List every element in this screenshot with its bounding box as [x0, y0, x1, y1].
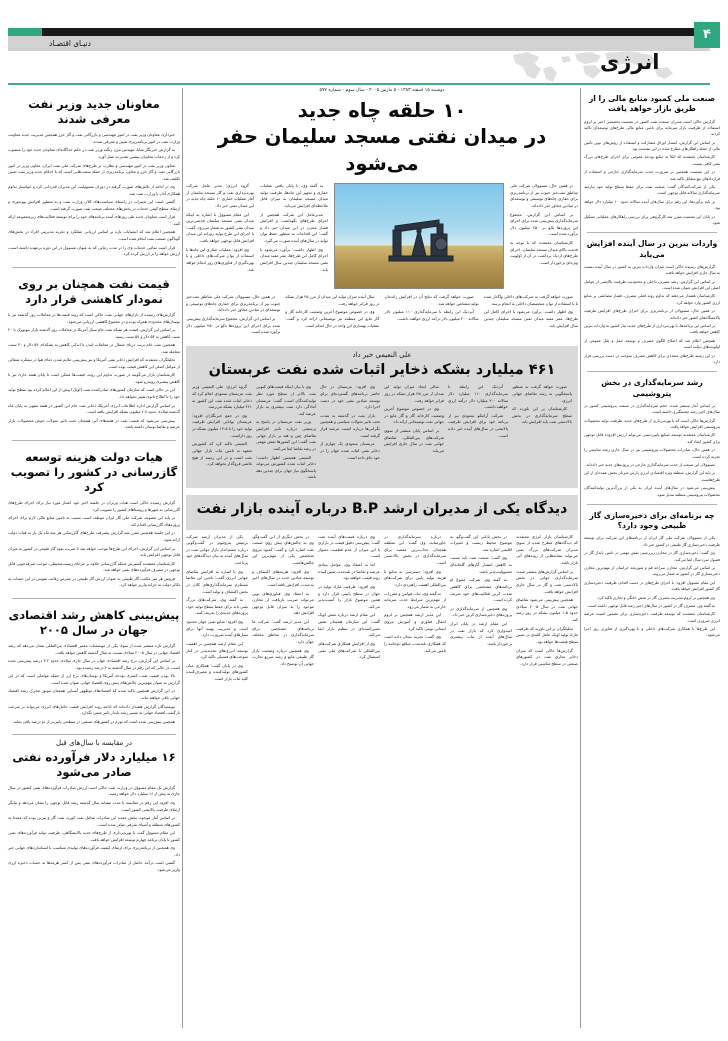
story-main-lower [186, 294, 578, 338]
article-right-1 [584, 94, 720, 226]
story-main-grid [186, 183, 578, 289]
article-left-3 [8, 450, 180, 591]
headline-line-2: در میدان نفتی مسجد سلیمان حفر می‌شود [217, 124, 547, 176]
article-body: یکی از مسوولان شرکت ملی گاز ایران از برنامه‌های این شرکت برای توسعه ظرفیت ذخیره‌سازی گاز طبیعی در کشور خبر داد. وی گفت: ذخیره‌سازی گاز در مخازن زیرزمینی نقش مهمی در تامین پایدار گاز در فصول سرد سال ایفا می‌کند. بر اساس این گزارش، مخازن سراجه قم و شوریجه خراسان از مهم‌ترین مخازن ذخیره‌سازی گاز در کشور به شمار می‌روند. این مقام مسوول افزود: با اجرای طرح‌های در دست اقدام، ظرفیت ذخیره‌سازی گاز کشور افزایش خواهد یافت. وی همچنین بر لزوم مدیریت مصرف گاز در بخش خانگی و تجاری تاکید کرد. به گفته وی، مصرف گاز در کشور در سال‌های اخیر رشد قابل توجهی داشته است. کارشناسان معتقدند که توسعه ظرفیت ذخیره‌سازی برای تضمین امنیت عرضه انرژی ضروری است. این طرح‌ها با همکاری شرکت‌های داخلی و با بهره‌گیری از فناوری روز اجرا می‌شود. [584, 535, 720, 638]
article-body: گزارش‌های رسیده حاکی است میزان واردات بنزین به کشور در سال آینده نسبت به سال جاری افزایش خواهد یافت. بر اساس این گزارش، رشد مصرف داخلی و محدودیت ظرفیت پالایشی از عوامل اصلی این افزایش عنوان شده است. کارشناسان هشدار می‌دهند که تداوم روند فعلی مصرف، فشار مضاعفی بر منابع ارزی کشور وارد خواهد کرد. در همین حال، مسوولان از برنامه‌ریزی برای اجرای طرح‌های افزایش ظرفیت پالایشگاه‌های کشور خبر داده‌اند. بر اساس این برنامه‌ها، با بهره‌برداری از طرح‌های جدید، نیاز کشور به واردات بنزین کاهش خواهد یافت. همچنین اعلام شد که اصلاح الگوی مصرف و توسعه حمل و نقل عمومی از اولویت‌های دولت است. در این زمینه طرح‌های متعددی برای کاهش مصرف سوخت در دست بررسی قرار دارد. [584, 263, 720, 364]
story-bp-col-6: کارشناسان بازار انرژی معتقدند که دیدگاه‌های مطرح شده از سوی مدیران شرکت‌های بزرگ نفتی می‌تواند نشانه‌هایی از روندهای آتی بازار باشد. بر اساس گزارش‌های منتشر شده، سرمایه‌گذاری جهانی در بخش بالادستی نفت و گاز در سال جاری افزایش خواهد یافت. همچنین پیش‌بینی می‌شود تقاضای جهانی نفت در سال ۲۰۰۵ میلادی حدود ۱.۵ میلیون بشکه در روز رشد کند. تحلیلگران بر این باورند که ظرفیت مازاد تولید اوپک عامل کلیدی در تعیین سطح قیمت‌ها خواهد بود. گزارش‌ها حاکی است که میزان ذخایر تجاری نفت در کشورهای صنعتی در سطح مناسبی قرار دارد. [516, 533, 578, 666]
story-main-col-1: گروه انرژی: مدیر عامل شرکت بهره‌برداری نفت و گاز مسجد سلیمان از آغاز عملیات حفاری ۱۰ حلقه چاه جدید در این میدان نفتی خبر داد. این مقام مسوول با اشاره به اینکه میدان نفتی مسجد سلیمان قدیمی‌ترین میدان نفتی کشور به شمار می‌رود، گفت: با اجرای این طرح تولید روزانه این میدان افزایش قابل توجهی خواهد یافت. وی افزود: عملیات حفاری این چاه‌ها با استفاده از توان شرکت‌های داخلی و با بهره‌گیری از فناوری‌های روز انجام خواهد شد. [186, 183, 254, 272]
column-rule-left [182, 88, 183, 1028]
center-column [186, 88, 578, 685]
story-saudi [186, 346, 578, 488]
headline: چه برنامه‌ای برای ذخیره‌سازی گاز طبیعی وجود دارد؟ [589, 510, 715, 531]
story-bp-col-1: یکی از مدیران ارشد شرکت بریتیش پترولیوم در گفت‌وگویی درباره چشم‌انداز بازار جهانی نفت در سال‌های آینده به بیان دیدگاه‌های خود پرداخت. وی با اشاره به افزایش تقاضای جهانی انرژی گفت: تامین این تقاضا مستلزم سرمایه‌گذاری‌های کلان در بخش اکتشاف و تولید است. به گفته وی، شرکت‌های بزرگ نفتی باید برای حفظ سطح تولید خود، پروژه‌های جدیدی را تعریف کنند. وی افزود: منابع نفتی جهان محدود است و مدیریت بهینه آنها برای نسل‌های آینده ضرورت دارد. این مقام ارشد همچنین بر اهمیت توسعه انرژی‌های تجدیدپذیر در کنار سوخت‌های فسیلی تاکید کرد. وی در پایان گفت: همکاری میان کشورهای تولیدکننده و مصرف‌کننده کلید ثبات بازار است. [186, 533, 248, 682]
headline: صنعت ملی کمبود منابع مالی را از طریق بازار خواهد یافت [588, 94, 716, 114]
article-left-4 [8, 608, 180, 727]
divider [12, 598, 176, 599]
story-saudi-col-2: وی با بیان اینکه قیمت‌های کنونی نفت بالاتر از سطح مورد نظر تولیدکنندگان است، گفت: عربستان آمادگی دارد نفت بیشتری به بازار عرضه کند. وزیر نفت عربستان در پاسخ به پرسشی درباره تاثیر افزایش تقاضای چین و هند بر بازار جهانی نفت گفت: این کشورها نقش مهمی در رشد تقاضا ایفا می‌کنند. النعیمی همچنین اظهار داشت: ذخایر اثبات شده کشورش می‌تواند پاسخگوی نیاز جهان برای چندین دهه باشد. [256, 384, 316, 480]
article-body: گزارش تازه منتشر شده از سوی یکی از موسسات معتبر اقتصادی بین‌المللی نشان می‌دهد که رشد اقتصاد جهانی در سال ۲۰۰۵ میلادی نسبت به سال گذشته کاهش خواهد یافت. بر اساس این گزارش، نرخ رشد اقتصادی جهان در سال جاری میلادی حدود ۳.۲ درصد پیش‌بینی شده است، در حالی که این رقم در سال گذشته به ۴ درصد رسیده بود. بالا بودن قیمت نفت، کسری بودجه آمریکا و نوسان‌های نرخ ارز از جمله عواملی است که در این گزارش به عنوان مهم‌ترین چالش‌های پیش روی اقتصاد جهانی عنوان شده است. در این گزارش همچنین تاکید شده که اقتصادهای نوظهور آسیایی همچنان موتور محرک رشد اقتصاد جهانی باقی خواهند ماند. نویسندگان گزارش هشدار داده‌اند که ادامه روند افزایش قیمت حامل‌های انرژی می‌تواند بر سرعت بازگشت اقتصاد جهانی به مسیر رشد پایدار تاثیر منفی بگذارد. همچنین پیش‌بینی شده است که تورم در کشورهای صنعتی در سطحی پایین‌تر از دو درصد باقی بماند. [8, 643, 180, 724]
masthead [0, 0, 728, 78]
story-bp-col-2: در بخش دیگری از این گفت‌وگو، وی به چالش‌های پیش روی صنعت نفت اشاره کرد و گفت: کمبود نیروی متخصص یکی از مهم‌ترین این چالش‌هاست. وی افزود: هزینه‌های اکتشاف و توسعه میادین جدید در سال‌های اخیر به شدت افزایش یافته است. به اعتقاد وی، فناوری‌های نوین می‌تواند ضریب بازیافت از مخازن موجود را به میزان قابل توجهی افزایش دهد. این مدیر ارشد گفت: شرکت ما برنامه‌های مشخصی برای سرمایه‌گذاری در مناطق مختلف جهان دارد. وی همچنین درباره وضعیت بازار گاز طبیعی مایع و رشد سریع تجارت جهانی آن توضیح داد. [252, 533, 314, 666]
page-number-badge: ۴ [694, 22, 720, 48]
article-left-1 [8, 97, 180, 260]
story-main-col-3: در همین حال، مسوولان شرکت ملی مناطق نفت‌خیز جنوب نیز از برنامه‌ریزی برای حفاری چاه‌های توصیفی و توسعه‌ای در میادین مجاور خبر داده‌اند. بر اساس این گزارش، مجموع سرمایه‌گذاری پیش‌بینی شده برای اجرای این پروژه‌ها بالغ بر ۲۵۰ میلیون دلار برآورد شده است. کارشناسان معتقدند که با توجه به قدمت بالای میدان مسجد سلیمان، اجرای طرح‌های ازدیاد برداشت در آن از اولویت ویژه‌ای برخوردار است. [510, 183, 578, 265]
left-column [8, 88, 180, 875]
article-right-4 [584, 511, 720, 639]
headline: دیدگاه یکی از مدیران ارشد B.P درباره آینده بازار نفت [196, 501, 568, 518]
right-column [584, 88, 720, 641]
story-bp [186, 495, 578, 529]
dateline: دوشنبه ۱۵ اسفند ۱۳۸۳ - ۵ مارس ۲۰۰۵ - سال سوم - شماره ۵۷۷ [319, 88, 445, 93]
story-bp-col-4: درباره سرمایه‌گذاری در خاورمیانه، وی گفت: این منطقه همچنان جذاب‌ترین مقصد برای سرمایه‌گذاری در بخش بالادستی است. وی افزود: دسترسی به منابع با هزینه تولید پایین برای شرکت‌های بین‌المللی اهمیت راهبردی دارد. به گفته وی، ثبات قوانین و مقررات از مهم‌ترین شرایط جذب سرمایه خارجی به شمار می‌رود. این مدیر ارشد همچنین بر لزوم انتقال فناوری و آموزش نیروی انسانی بومی تاکید کرد. وی گفت: تجربه نشان داده است که همکاری بلندمدت منافع دوجانبه را تامین می‌کند. [384, 533, 446, 653]
story-saudi-col-6: صورت خواهد گرفت به منظور پاسخگویی به رشد تقاضای جهانی انرژی. کارشناسان بر این باورند که سطح سرمایه‌گذاری در بخش بالادستی نفت باید افزایش یابد. [512, 384, 572, 425]
story-main-lower-col-3: صورت خواهد گرفت که نتایج آن در افزایش راندمان تولید مشخص خواهد شد. آنزدیک این رابطه با سرمایه‌گذاری ۱۱۰ میلیون دلار سالانه ۲۰۰ میلیون دلار درآمد ارزی خواهند داشت. [384, 294, 479, 321]
pumpjack-icon [381, 214, 467, 262]
article-right-3 [584, 378, 720, 498]
article-body: گزارش‌های رسیده از بازارهای جهانی نفت حاکی است که روند قیمت‌ها در معاملات روز گذشته نیز با نوسان‌های محدودی همراه بوده و در مجموع کاهشی ارزیابی می‌شود. بر اساس این گزارش، قیمت هر بشکه نفت خام سبک آمریکا در معاملات روز گذشته بازار نیویورک با ۲۰ سنت کاهش به ۵۳ دلار و ۵۷ سنت رسید. همچنین نفت خام برنت دریای شمال در معاملات لندن با اندکی کاهش به بشکه‌ای ۵۲ دلار و ۳۰ سنت معامله شد. تحلیلگران معتقدند که افزایش ذخایر نفتی آمریکا و نیز پیش‌بینی ملایم شدن دمای هوا در نیمکره شمالی از عوامل اصلی این کاهش قیمت بوده است. کارشناسان بازار می‌گویند در صورت تداوم این روند، قیمت‌ها ممکن است تا پایان هفته جاری نیز با کاهش بیشتری روبه‌رو شود. این در حالی است که سازمان کشورهای صادرکننده نفت (اوپک) پیش از این اعلام کرده بود سطح تولید خود را تا اطلاع ثانوی تغییر نخواهد داد. بر اساس گزارش اداره اطلاعات انرژی آمریکا، ذخایر نفت خام این کشور در هفته منتهی به پایان ماه گذشته میلادی حدود ۲.۷ میلیون بشکه افزایش یافته است. پیش‌بینی می‌شود که قیمت نفت در هفته‌های آتی همچنان تحت تاثیر تحولات خوش محصولات بازار عرضه و تقاضا نوسان داشته باشد. [8, 311, 180, 430]
article-right-2 [584, 239, 720, 365]
headline: پیش‌بینی کاهش رشد اقتصادی جهان در سال ۲۰۰۵ [8, 607, 180, 637]
story-bp-col-3: وی درباره قیمت‌های آینده نفت گفت: پیش‌بینی دقیق قیمت در بازاری با این میزان از عدم قطعیت دشوار است. اما به اعتقاد وی، عوامل بنیادی عرضه و تقاضا در بلندمدت تعیین‌کننده روند قیمت خواهند بود. وی افزود: ظرفیت مازاد تولید در جهان در سطح پایینی قرار دارد و همین موضوع بازار را آسیب‌پذیر می‌کند. این مقام ارشد درباره نقش اوپک گفت: این سازمان همچنان نقش تعیین‌کننده‌ای در تنظیم بازار ایفا می‌کند. وی از افزایش همکاری شرکت‌های بین‌المللی با شرکت‌های ملی نفتی استقبال کرد. [318, 533, 380, 660]
story-bp-grid [186, 534, 578, 685]
divider [12, 267, 176, 268]
paper-name: دنیـای اقتصـاد [49, 39, 91, 48]
story-main-col-2: به گفته وی، با پایان یافتن عملیات حفاری و تجهیز این چاه‌ها، ظرفیت تولید میدان مسجد سلیمان به میزان قابل ملاحظه‌ای افزایش می‌یابد. مدیرعامل این شرکت همچنین از اجرای طرح‌های نگهداشت و افزایش فشار مخزن در این میدان خبر داد و گفت: این اقدامات به منظور حفظ توان تولید در سال‌های آینده صورت می‌گیرد. وی اظهار داشت: برآورد می‌شود با اجرای کامل این طرح‌ها، عمر مفید میدان نفتی مسجد سلیمان چندین سال افزایش یابد. [260, 183, 328, 272]
headline: رشد سرمایه‌گذاری در بخش پتروشیمی [601, 378, 703, 398]
divider [12, 734, 176, 735]
story-bp-col-5: در بخش پایانی این گفت‌وگو، به موضوع محیط زیست و تغییرات اقلیمی اشاره شد. وی گفت: صنعت نفت باید نسبت به کاهش انتشار گازهای گلخانه‌ای مسوولیت‌پذیر باشد. به گفته وی، شرکت متبوع او برنامه‌های مشخصی برای کاهش شدت کربن فعالیت‌های خود تعریف کرده است. وی همچنین از سرمایه‌گذاری در پروژه‌های ذخیره‌سازی کربن خبر داد. این مقام ارشد در پایان ابراز امیدواری کرد که بازار نفت در سال‌های آینده از ثبات بیشتری برخوردار باشد. [450, 533, 512, 646]
kicker: در مقایسه با سال‌های قبل [56, 739, 132, 748]
story-saudi-col-5: آنزدیک این رابطه با سرمایه‌گذاری ۱۱۰ میلیارد دلار سالانه ۲۰۰ میلیارد دلار درآمد ارزی خواهند داشت. شرکت آرامکو سعودی نیز از برنامه خود برای افزایش ظرفیت پالایشی در سال‌های آینده خبر داده است. [448, 384, 508, 438]
divider [587, 232, 717, 233]
article-body: گزارش یک مقام مسوول در وزارت نفت حاکی است ارزش صادرات فرآورده‌های نفتی کشور در سال جاری به بیش از ۱۶ میلیارد دلار خواهد رسید. وی افزود این رقم در مقایسه با مدت مشابه سال گذشته رشد قابل توجهی را نشان می‌دهد و بیانگر ارتقای ظرفیت پالایشی کشور است. بر اساس آمار موجود، بخش عمده این صادرات شامل نفت کوره، نفت گاز و بنزین بوده که عمدتا به کشورهای منطقه و آسیای شرقی صادر شده است. این مقام مسوول گفت با بهره‌برداری از طرح‌های جدید پالایشگاهی، ظرفیت تولید فرآورده‌های نفتی کشور تا پایان برنامه چهارم توسعه افزایش خواهد یافت. وی همچنین از برنامه‌ریزی برای ارتقای کیفیت فرآورده‌های تولیدی متناسب با استانداردهای جهانی خبر داد. گفتنی است درآمد حاصل از صادرات فرآورده‌های نفتی پس از کسر هزینه‌ها به حساب ذخیره ارزی واریز می‌شود. [8, 784, 180, 872]
story-main-lower-col-2: سال آینده میزان تولید این میدان از مرز ۲۵ هزار بشکه در روز فراتر خواهد رفت. وی در خصوص موضوع آخرین وضعیت کارخانه گاز و گاز مایع این منطقه نیز توضیحاتی ارائه کرد و گفت: عملیات بهسازی این واحد در حال انجام است. [285, 294, 380, 328]
headline: واردات بنزین در سال آینده افزایش می‌یابد [586, 239, 718, 259]
story-main [186, 97, 578, 338]
headline: ۴۶۱ میلیارد بشکه ذخایر اثبات شده نفت عربستان [208, 362, 556, 379]
story-main-lower-col-4: صورت خواهد گرفت به شرکت‌های داخلی واگذار شده تا با استفاده از توان متخصصان داخلی به انجام برسد. وی اظهار داشت: برآورد می‌شود با اجرای کامل این طرح‌ها، عمر مفید میدان نفتی مسجد سلیمان چندین سال افزایش یابد. [483, 294, 578, 328]
photo-oil-pumpjack [334, 183, 504, 289]
section-title: انرژی [600, 50, 660, 74]
article-body: خبرداری معاونان وزیر نفت در امور مهندسی و بازرگانی نفت و گاز خزر همچنین مدیریت جدید معاونت وزارت نفت در امور برنامه‌ریزی تعیین و معرفی شدند. به گزارش خبرنگار شانا، مهندس بیژن زنگنه وزیر نفت در حکم جداگانه‌ای معاونان جدید خود را منصوب کرد و از زحمات معاونان پیشین تقدیر به عمل آورد. معاون وزیر نفت در امور مهندسی و نظارت بر طرح‌های شرکت ملی نفت ایران، معاون وزیر در امور بازرگانی نفت و گاز خزر و معاون برنامه‌ریزی از جمله سمت‌هایی است که با احکام جدید وزیر نفت تعیین تکلیف شد. وی در ادامه از تلاش‌های صورت گرفته در دوران مسوولیت این مدیران قدردانی کرد و خواستار تداوم همکاری آنان با وزارت نفت شد. گفتنی است این تغییرات در راستای سیاست‌های کلان وزارت نفت و به منظور افزایش بهره‌وری و ارتقای سطح کیفی خدمات در بخش‌های مختلف صنعت نفت صورت گرفته است. قرار است معاونان جدید طی روزهای آینده برنامه‌های خود را برای توسعه فعالیت‌های زیرمجموعه ارائه کنند. همچنین اعلام شد که انتصابات تازه بر اساس ارزیابی عملکرد و تجربه مدیریتی افراد در بخش‌های گوناگون صنعت نفت انجام شده است. قرار است تمامی خدمات وی را در مدت زمانی که به عنوان مسوول در این دوره برعهده داشته است، ارزش خواهد را بر ارزش کرده کرد. [8, 132, 180, 257]
photo-frame [334, 183, 504, 289]
article-body: گزارش حاکی است مدیران صنعت نفت کشور در نشست تخصصی اخیر بر لزوم استفاده از ظرفیت بازار سرمایه برای تامین منابع مالی طرح‌های توسعه‌ای تاکید کردند. بر اساس این گزارش، انتشار اوراق مشارکت و استفاده از روش‌های نوین تامین مالی از جمله راهکارهای مطرح شده در این نشست بود. کارشناسان معتقدند که اتکا به منابع بودجه عمومی برای اجرای طرح‌های بزرگ نفتی کافی نیست. در این نشست همچنین بر ضرورت جذب سرمایه‌گذاری خارجی و استفاده از قراردادهای بیع متقابل تاکید شد. یکی از شرکت‌کنندگان گفت: صنعت نفت برای حفظ سطح تولید خود نیازمند سرمایه‌گذاری سالانه قابل توجهی است. بر پایه برآوردها، این رقم برای سال‌های آینده سالانه حدود ۱۰ میلیارد دلار خواهد بود. در پایان این نشست مقرر شد کارگروهی برای بررسی راهکارهای عملیاتی تشکیل شود. [584, 118, 720, 225]
article-left-2 [8, 277, 180, 433]
column-rule-right [580, 88, 581, 1028]
story-saudi-grid [192, 384, 572, 483]
article-left-5 [8, 739, 180, 875]
masthead-rule [8, 83, 710, 85]
story-main-lower-col-1: در همین حال، مسوولان شرکت ملی مناطق نفت‌خیز جنوب نیز از برنامه‌ریزی برای حفاری چاه‌های توصیفی و توسعه‌ای در میادین مجاور خبر داده‌اند. بر اساس این گزارش، مجموع سرمایه‌گذاری پیش‌بینی شده برای اجرای این پروژه‌ها بالغ بر ۲۵۰ میلیون دلار برآورد شده است. [186, 294, 281, 335]
article-body: بر اساس آمار منتشر شده، حجم سرمایه‌گذاری در صنعت پتروشیمی کشور در سال‌های اخیر رشد چشمگیری داشته است. گزارش‌ها حاکی است که با بهره‌برداری از طرح‌های جدید، ظرفیت تولید محصولات پتروشیمی افزایش خواهد یافت. کارشناسان معتقدند توسعه صنایع پایین‌دستی می‌تواند ارزش افزوده قابل توجهی برای کشور ایجاد کند. در همین حال، صادرات محصولات پتروشیمی نیز در سال جاری رشد مناسبی را تجربه کرده است. مسوولان این صنعت از جذب سرمایه‌گذاری خارجی در پروژه‌های جدید خبر داده‌اند. بر پایه این گزارش، منطقه ویژه اقتصادی انرژی پارس میزبان بخش عمده‌ای از این طرح‌هاست. پیش‌بینی می‌شود در سال‌های آینده ایران به یکی از بزرگ‌ترین تولیدکنندگان محصولات پتروشیمی منطقه تبدیل شود. [584, 402, 720, 497]
divider [12, 440, 176, 441]
headline: هیات دولت هزینه توسعه گازرسانی در کشور را تصویب کرد [10, 449, 178, 495]
headline: معاونان جدید وزیر نفت معرفی شدند [28, 97, 160, 127]
divider [587, 371, 717, 372]
story-saudi-col-4: سالی ایجاد میزان تولید این میدان از مرز ۲۵ هزار بشکه در روز فراتر خواهد رفت. وی در خصوص موضوع آخرین وضعیت کارخانه گاز و گاز مایع در جهانی نفت توضیحاتی ارائه داد. بر اساس پایان منتشر از سوی شرکت‌های بین‌المللی، تقاضای جهانی نفت در سال جاری افزایش می‌یابد. [384, 384, 444, 453]
kicker: علی النعیمی خبر داد [352, 350, 412, 359]
story-saudi-col-1: گروه انرژی: علی النعیمی وزیر نفت عربستان سعودی اعلام کرد که ذخایر اثبات شده نفت این کشور به ۴۶۱ میلیارد بشکه می‌رسد. وی در جمع خبرنگاران افزود: عربستان توانایی افزایش ظرفیت تولید خود را تا ۱۲.۵ میلیون بشکه در روز داراست. النعیمی تاکید کرد که کشورش متعهد به تامین ثبات بازار جهانی نفت است و در این زمینه از هیچ تلاشی فروگذار نخواهد کرد. [192, 384, 252, 467]
divider [587, 504, 717, 505]
article-body: گزارش رسیده حاکی است هیات وزیران در جلسه اخیر خود اعتبار مورد نیاز برای اجرای طرح‌های گازرسانی به شهرها و روستاهای کشور را تصویب کرد. بر پایه این مصوبه، شرکت ملی گاز ایران موظف است نسبت به تامین منابع مالی لازم برای اجرای پروژه‌های گازرسانی اقدام کند. در این جلسه همچنین مقرر شد گزارش پیشرفت طرح‌های گازرسانی هر سه ماه یک بار به هیات دولت ارائه شود. بر اساس این گزارش، اجرای این طرح‌ها موجب خواهد شد تا ضریب نفوذ گاز طبیعی در کشور به میزان قابل توجهی افزایش یابد. کارشناسان معتقدند گسترش شبکه گازرسانی علاوه بر مزایای زیست‌محیطی، موجب صرفه‌جویی قابل توجهی در مصرف فرآورده‌های نفتی خواهد شد. فروش هر متر مکعب گاز طبیعی به عنوان ارزش گاز طبیعی در معرض رقابت تقویتی در این حساب به تکاثر دولت به خزانه واریز خواهد کرد. [8, 500, 180, 588]
headline: قیمت نفت همچنان بر روی نمودار کاهشی قرار دارد [18, 276, 170, 306]
headline: ۱۶ میلیارد دلار فرآورده نفتی صادر می‌شود [12, 749, 176, 779]
story-saudi-col-3: وی افزود: عربستان در حال حاضر برنامه‌های گسترده‌ای برای توسعه میادین نفتی خود در دست اجرا دارد. بازار نفت در گذشته به شدت تحت تاثیر تحولات سیاسی و همچنین نگرانی‌ها درباره امنیت عرضه قرار گرفته است. عربستان سعودی یک چهارم از ذخایر نفتی اثبات شده جهان را در خود جای داده است. [320, 384, 380, 460]
headline-line-1: ۱۰ حلقه چاه جدید [297, 99, 467, 122]
masthead-green-patch [8, 28, 42, 36]
